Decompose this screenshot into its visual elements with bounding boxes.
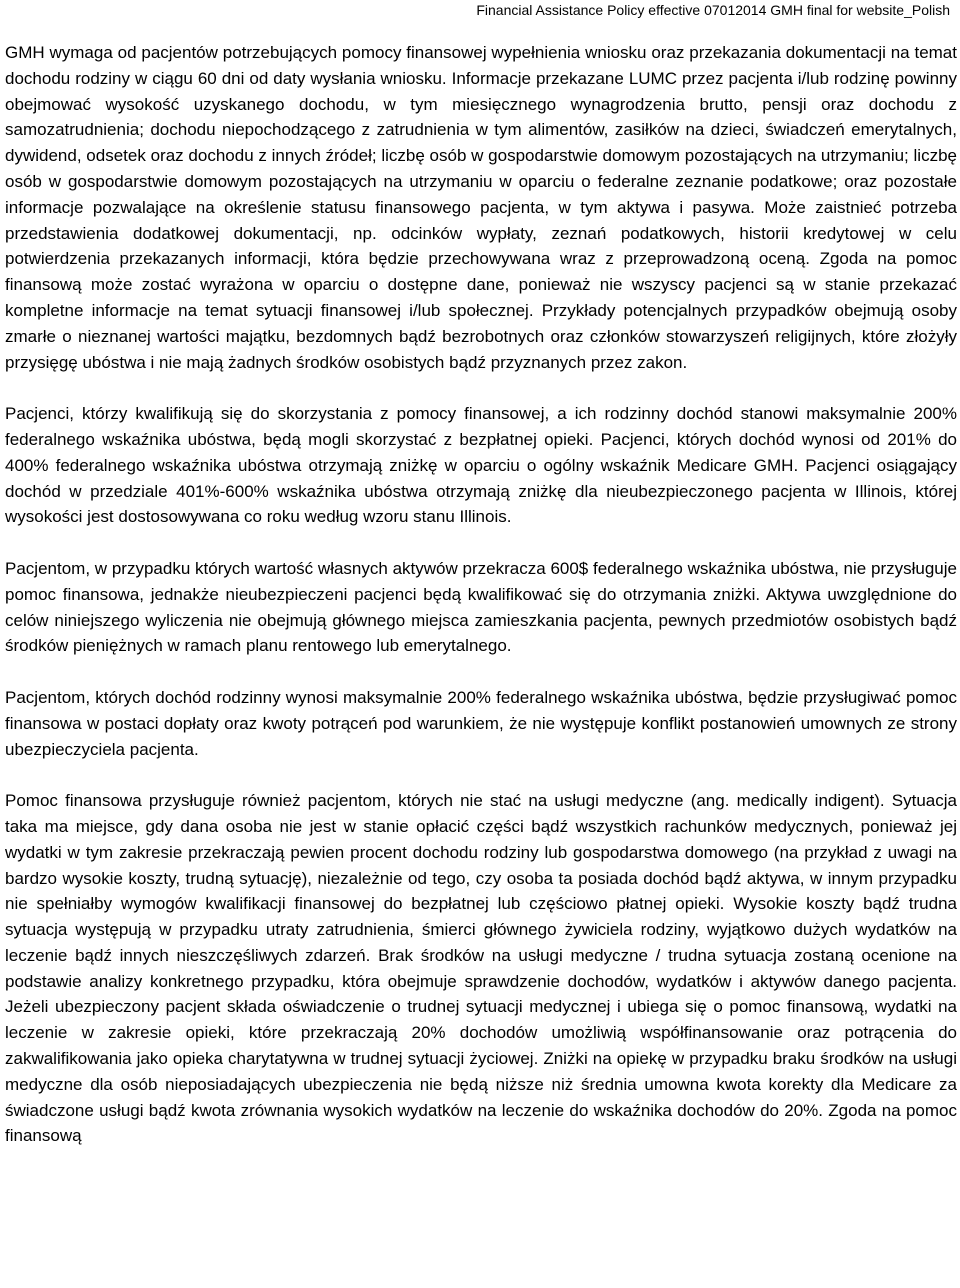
paragraph-income-eligibility: Pacjenci, którzy kwalifikują się do skorzystania z pomocy finansowej, a ich rodzinny dochód stanowi maksymalnie 200% federalnego wskaźnika ubóstwa, będą mogli skorzystać z bezpłatnej opieki. Pacjenci, których dochód wynosi od 201% do 400% federalnego wskaźnika ubóstwa otrzymają zniżkę w oparciu o ogólny wskaźnik Medicare GMH. Pacjenci osiągający dochód w przedziale 401%-600% wskaźnika ubóstwa otrzymają zniżkę dla nieubezpieczonego pacjenta w Illinois, której wysokości jest dostosowywana co roku według wzoru stanu Illinois.	[5, 404, 957, 527]
document-header	[476, 0, 950, 20]
paragraph-application-requirements: GMH wymaga od pacjentów potrzebujących pomocy finansowej wypełnienia wniosku oraz przekazania dokumentacji na temat dochodu rodziny w ciągu 60 dni od daty wysłania wniosku. Informacje przekazane LUMC przez pacjenta i/lub rodzinę powinny obejmować wysokość uzyskanego dochodu, w tym miesięcznego wynagrodzenia brutto, pensji oraz dochodu z samozatrudnienia; dochodu niepochodzącego z zatrudnienia w tym alimentów, zasiłków na dzieci, świadczeń emerytalnych, dywidend, odsetek oraz dochodu z innych źródeł; liczbę osób w gospodarstwie domowym pozostających na utrzymaniu; liczbę osób w gospodarstwie domowym pozostających na utrzymaniu w oparciu o federalne zeznanie podatkowe; oraz pozostałe informacje pozwalające na określenie statusu finansowego pacjenta, w tym aktywa i pasywa. Może zaistnieć potrzeba przedstawienia dodatkowej dokumentacji, np. odcinków wypłaty, zeznań podatkowych, historii kredytowej w celu potwierdzenia przekazanych informacji, która będzie przechowywana wraz z przeprowadzoną oceną. Zgoda na pomoc finansową może zostać wyrażona w oparciu o dostępne dane, ponieważ nie wszyscy pacjenci są w stanie przekazać kompletne informacje na temat sytuacji finansowej i/lub społecznej. Przykłady potencjalnych przypadków obejmują osoby zmarłe o nieznanej wartości majątku, bezdomnych bądź bezrobotnych oraz członków stowarzyszeń religijnych, które złożyły przysięgę ubóstwa i nie mają żadnych środków osobistych bądź przyznanych przez zakon.	[5, 43, 957, 372]
document-header-title: Financial Assistance Policy effective 07012014 GMH final for website_Polish	[476, 2, 950, 18]
paragraph-copay-deductible: Pacjentom, których dochód rodzinny wynosi maksymalnie 200% federalnego wskaźnika ubóstwa, będzie przysługiwać pomoc finansowa w postaci dopłaty oraz kwoty potrąceń pod warunkiem, że nie występuje konflikt postanowień umownych ze strony ubezpieczyciela pacjenta.	[5, 687, 957, 759]
paragraph-medically-indigent: Pomoc finansowa przysługuje również pacjentom, których nie stać na usługi medyczne (ang. medically indigent). Sytuacja taka ma miejsce, gdy dana osoba nie jest w stanie opłacić części bądź wszystkich rachunków medycznych, ponieważ jej wydatki w tym zakresie przekraczają pewien procent dochodu rodziny lub gospodarstwa domowego (na przykład z uwagi na bardzo wysokie koszty, trudną sytuację), niezależnie od tego, czy osoba ta posiada dochód bądź aktywa, w innym przypadku nie spełniałby wymogów kwalifikacji finansowej do bezpłatnej lub częściowo płatnej opieki. Wysokie koszty bądź trudna sytuacja występują w przypadku utraty zatrudnienia, śmierci głównego żywiciela rodziny, wyjątkowo dużych wydatków na leczenie bądź innych nieszczęśliwych zdarzeń. Brak środków na usługi medyczne / trudna sytuacja zostaną ocenione na podstawie analizy konkretnego przypadku, która obejmuje sprawdzenie dochodów, wydatków i aktywów danego pacjenta. Jeżeli ubezpieczony pacjent składa oświadczenie o trudnej sytuacji medycznej i ubiega się o pomoc finansową, wydatki na leczenie w zakresie opieki, które przekraczają 20% dochodów umożliwią współfinansowanie oraz potrącenia do zakwalifikowania jako opieka charytatywna w trudnej sytuacji życiowej. Zniżki na opiekę w przypadku braku środków na usługi medyczne dla osób nieposiadających ubezpieczenia nie będą niższe niż średnia umowna kwota korekty dla Medicare za świadczone usługi bądź kwota zrównania wysokich wydatków na leczenie do wskaźnika dochodów do 20%. Zgoda na pomoc finansową	[5, 791, 957, 1146]
paragraph-assets-limit: Pacjentom, w przypadku których wartość własnych aktywów przekracza 600$ federalnego wskaźnika ubóstwa, nie przysługuje pomoc finansowa, jednakże nieubezpieczeni pacjenci będą kwalifikować się do otrzymania zniżki. Aktywa uwzględnione do celów niniejszego wyliczenia nie obejmują głównego miejsca zamieszkania pacjenta, pewnych przedmiotów osobistych bądź środków pieniężnych w ramach planu rentowego lub emerytalnego.	[5, 558, 957, 656]
document-body	[5, 40, 957, 1149]
